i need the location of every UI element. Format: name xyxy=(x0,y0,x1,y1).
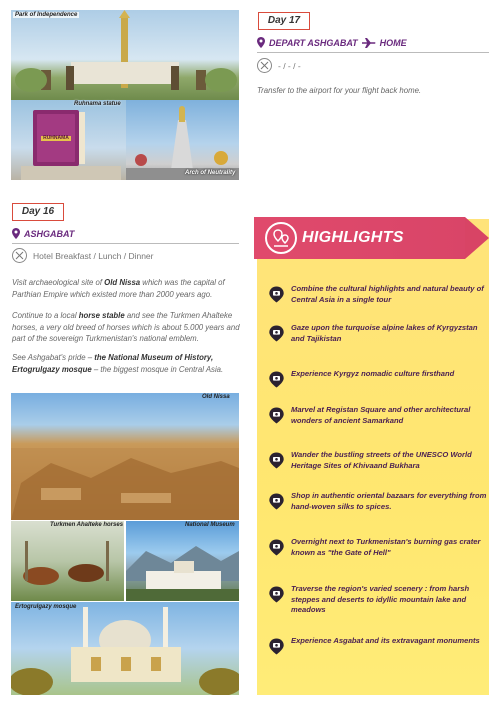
day-17-route xyxy=(257,37,407,48)
airplane-icon xyxy=(362,38,376,48)
day-16-badge: Day 16 xyxy=(12,203,64,221)
camera-pin-icon xyxy=(268,286,285,303)
highlight-item xyxy=(268,491,490,512)
day-17-badge: Day 17 xyxy=(258,12,310,30)
highlight-item xyxy=(268,584,490,616)
highlight-text: Combine the cultural highlights and natural beauty of Central Asia in a single tour xyxy=(291,284,484,304)
highlight-item xyxy=(268,450,490,471)
day-17-description: Transfer to the airport for your flight back home. xyxy=(257,86,422,95)
old-nissa-highlight: Old Nissa xyxy=(104,278,141,287)
ruins-drawing xyxy=(11,393,239,520)
day-16-location-label: ASHGABAT xyxy=(24,228,75,239)
day-17-origin: DEPART ASHGABAT xyxy=(269,37,358,48)
arch-drawing xyxy=(126,100,239,180)
highlight-item xyxy=(268,369,490,388)
highlight-text: Overnight next to Turkmenistan's burning gas crater known as "the Gate of Hell" xyxy=(291,537,481,557)
ruhnama-book-label: RUHNAMA xyxy=(43,135,69,141)
day-16-paragraph-2: Continue to a local horse stable and see the Turkmen Ahalteke horses, a very old breed of horses which is about 5.000 years and part of the sovereign Turkmenistan's national emblem. xyxy=(12,311,240,343)
old-nissa-photo xyxy=(11,393,239,520)
day-17-destination: HOME xyxy=(379,37,407,48)
cutlery-icon xyxy=(12,248,27,263)
highlight-text: Experience Kyrgyz nomadic culture firsthand xyxy=(291,369,455,378)
camera-pin-icon xyxy=(268,586,285,603)
location-pin-icon xyxy=(12,228,20,239)
highlight-item xyxy=(268,636,490,655)
monument-drawing xyxy=(11,10,239,100)
museum-drawing xyxy=(126,521,239,601)
day-16-paragraph-1: Visit archaeological site of Old Nissa which was the capital of Parthian Empire which existed more than 2000 years ago. xyxy=(12,278,225,299)
highlights-title: HIGHLIGHTS xyxy=(302,229,404,246)
highlight-item xyxy=(268,405,490,426)
ruhnama-statue-caption: Ruhnama statue xyxy=(74,101,121,107)
camera-pin-icon xyxy=(268,539,285,556)
park-of-independence-photo xyxy=(11,10,239,100)
mosque-drawing xyxy=(11,602,239,695)
day-16-paragraph-3: See Ashgabat's pride – the National Museum of History, Ertogrulgazy mosque – the biggest mosque in Central Asia. xyxy=(12,353,224,374)
day-17-meals xyxy=(257,58,301,73)
horse-stable-highlight: horse stable xyxy=(78,311,125,320)
highlight-item xyxy=(268,323,490,344)
location-pin-icon xyxy=(257,37,265,48)
camera-pin-icon xyxy=(268,638,285,655)
day-16-meals-text: Hotel Breakfast / Lunch / Dinner xyxy=(33,250,154,261)
map-pins-icon xyxy=(265,222,297,254)
day-16-divider xyxy=(12,243,239,244)
museum-mosque-highlight: the National Museum of History, Ertogrulgazy mosque xyxy=(12,353,214,374)
camera-pin-icon xyxy=(268,407,285,424)
ertogrulgazy-mosque-caption: Ertogrulgazy mosque xyxy=(15,604,77,610)
day-16-location xyxy=(12,228,74,239)
camera-pin-icon xyxy=(268,493,285,510)
highlight-item xyxy=(268,537,490,558)
highlight-item xyxy=(268,284,490,305)
ahalteke-horses-caption: Turkmen Ahalteke horses xyxy=(50,522,124,528)
highlights-banner-arrow xyxy=(465,217,489,259)
highlight-text: Gaze upon the turquoise alpine lakes of Kyrgyzstan and Tajikistan xyxy=(291,323,478,343)
highlight-text: Shop in authentic oriental bazaars for everything from hand-woven silks to spices. xyxy=(291,491,487,511)
highlight-text: Wander the bustling streets of the UNESCO World Heritage Sites of Khivaand Bukhara xyxy=(291,450,472,470)
ertogrulgazy-mosque-photo xyxy=(11,602,239,695)
camera-pin-icon xyxy=(268,325,285,342)
day-17-divider xyxy=(257,52,489,53)
highlight-text: Traverse the region's varied scenery : from harsh steppes and deserts to idyllic mountain lake and meadows xyxy=(291,584,470,614)
national-museum-photo xyxy=(126,521,239,601)
highlight-text: Marvel at Registan Square and other architectural wonders of ancient Samarkand xyxy=(291,405,471,425)
cutlery-icon xyxy=(257,58,272,73)
arch-of-neutrality-caption: Arch of Neutrality xyxy=(185,170,236,176)
old-nissa-caption: Old Nissa xyxy=(202,394,230,400)
arch-of-neutrality-photo xyxy=(126,100,239,180)
day-16-meals xyxy=(12,248,153,263)
national-museum-caption: National Museum xyxy=(185,522,235,528)
day-17-meals-text: - / - / - xyxy=(278,60,301,71)
camera-pin-icon xyxy=(268,371,285,388)
highlight-text: Experience Asgabat and its extravagant monuments xyxy=(291,636,480,645)
park-of-independence-caption: Park of Independence xyxy=(15,12,78,18)
camera-pin-icon xyxy=(268,452,285,469)
ruhnama-statue-photo xyxy=(11,100,126,180)
horses-drawing xyxy=(11,521,124,601)
ahalteke-horses-photo xyxy=(11,521,124,601)
